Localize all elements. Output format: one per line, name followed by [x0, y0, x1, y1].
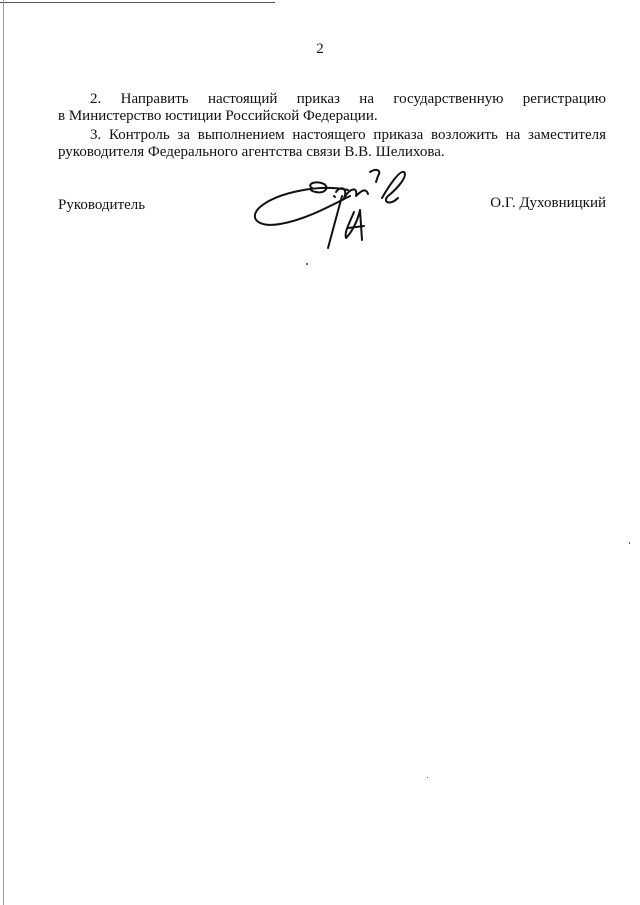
word: приказ — [296, 91, 340, 107]
scan-edge-top — [0, 2, 275, 3]
word: настоящий — [207, 91, 278, 107]
paragraph-3 — [58, 127, 606, 161]
signer-name: О.Г. Духовницкий — [490, 195, 606, 211]
paragraph-2-first-line — [58, 91, 606, 108]
paragraph-2 — [58, 91, 606, 125]
signature-image — [250, 162, 420, 257]
page-number: 2 — [316, 41, 324, 57]
scan-speck — [306, 263, 308, 265]
signer-title: Руководитель — [58, 197, 146, 213]
scan-speck — [629, 542, 630, 544]
paragraph-2-continuation: в Министерство юстиции Российской Федерации. — [58, 108, 378, 124]
word: на — [359, 91, 374, 107]
paragraph-3-continuation: руководителя Федерального агентства связи В.В. Шелихова. — [58, 144, 445, 160]
scan-edge-left — [3, 0, 4, 905]
scan-speck — [427, 777, 428, 778]
word: государственную — [393, 91, 504, 107]
word: Направить — [120, 91, 189, 107]
word: 2. — [90, 91, 102, 107]
word: регистрацию — [522, 91, 606, 107]
paragraph-3-first-line: 3. Контроль за выполнением настоящего приказа возложить на заместителя — [90, 127, 606, 143]
